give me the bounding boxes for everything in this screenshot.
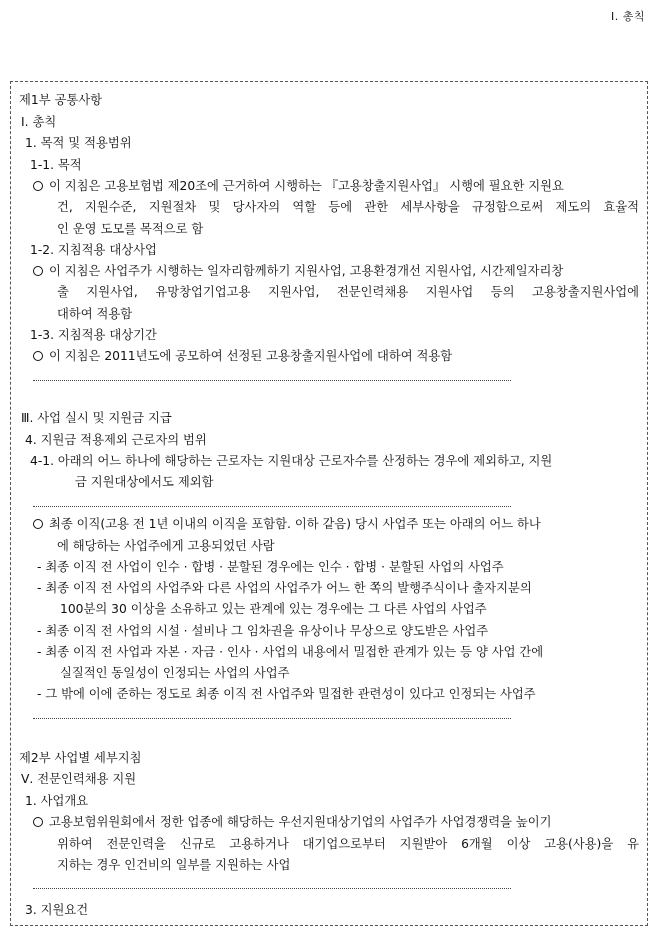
chapter-heading: Ⅲ. 사업 실시 및 지원금 지급: [21, 411, 172, 425]
circle-bullet-icon: [33, 817, 43, 827]
subsection-heading-cont: 금 지원대상에서도 제외함: [75, 475, 214, 489]
paragraph-line: 인 운영 도모를 목적으로 함: [57, 222, 204, 236]
subsection-heading: 1-1. 목적: [30, 158, 82, 172]
part-heading: 제2부 사업별 세부지침: [19, 751, 142, 765]
paragraph-line: 에 해당하는 사업주에게 고용되었던 사람: [57, 539, 275, 553]
subsection-heading: 1-2. 지침적용 대상사업: [30, 243, 157, 257]
part-heading: 제1부 공통사항: [19, 93, 103, 107]
section-tag: Ⅰ. 총칙: [611, 10, 645, 23]
paragraph-line: 지하는 경우 인건비의 일부를 지원하는 사업: [57, 858, 291, 872]
dash-item: - 그 밖에 이에 준하는 정도로 최종 이직 전 사업주와 밀접한 관련성이 있다고 인정되는 사업주: [37, 687, 536, 701]
circle-bullet-icon: [33, 266, 43, 276]
paragraph-line: 건, 지원수준, 지원절차 및 당사자의 역할 등에 관한 세부사항을 규정함으로써 제도의 효율적: [57, 200, 639, 214]
dotted-separator: [33, 506, 511, 507]
dotted-separator: [33, 718, 511, 719]
section-heading: 1. 사업개요: [25, 794, 89, 808]
section-heading: 1. 목적 및 적용범위: [25, 136, 132, 150]
paragraph-line: 대하여 적용함: [57, 307, 133, 321]
dash-item: - 최종 이직 전 사업의 시설 · 설비나 그 임차권을 유상이나 무상으로 양도받은 사업주: [37, 624, 489, 638]
circle-bullet-icon: [33, 519, 43, 529]
chapter-heading: Ⅴ. 전문인력채용 지원: [21, 772, 137, 786]
subsection-heading: 1-3. 지침적용 대상기간: [30, 328, 157, 342]
bullet-paragraph-line: 이 지침은 2011년도에 공모하여 선정된 고용창출지원사업에 대하여 적용함: [33, 348, 452, 365]
bullet-paragraph-line: 이 지침은 사업주가 시행하는 일자리함께하기 지원사업, 고용환경개선 지원사업, 시간제일자리창: [33, 263, 563, 280]
section-heading: 3. 지원요건: [25, 903, 89, 917]
bullet-paragraph-line: 이 지침은 고용보험법 제20조에 근거하여 시행하는 『고용창출지원사업』 시행에 필요한 지원요: [33, 178, 564, 195]
paragraph-line: 출 지원사업, 유망창업기업고용 지원사업, 전문인력채용 지원사업 등의 고용창출지원사업에: [57, 285, 639, 299]
paragraph-line: 위하여 전문인력을 신규로 고용하거나 대기업으로부터 지원받아 6개월 이상 고용(사용)을 유: [57, 837, 639, 851]
circle-bullet-icon: [33, 351, 43, 361]
dash-item-cont: 100분의 30 이상을 소유하고 있는 관계에 있는 경우에는 그 다른 사업의 사업주: [60, 602, 487, 616]
dotted-separator: [33, 888, 511, 889]
subsection-heading: 4-1. 아래의 어느 하나에 해당하는 근로자는 지원대상 근로자수를 산정하는 경우에 제외하고, 지원: [30, 454, 553, 468]
bullet-paragraph-line: 고용보험위원회에서 정한 업종에 해당하는 우선지원대상기업의 사업주가 사업경쟁력을 높이기: [33, 814, 552, 831]
bullet-paragraph-line: 최종 이직(고용 전 1년 이내의 이직을 포함함. 이하 같음) 당시 사업주 또는 아래의 어느 하나: [33, 516, 541, 533]
dash-item: - 최종 이직 전 사업과 자본 · 자금 · 인사 · 사업의 내용에서 밀접한 관계가 있는 등 양 사업 간에: [37, 645, 544, 659]
dotted-separator: [33, 380, 511, 381]
dash-item: - 최종 이직 전 사업이 인수 · 합병 · 분할된 경우에는 인수 · 합병 · 분할된 사업의 사업주: [37, 560, 504, 574]
section-heading: 4. 지원금 적용제외 근로자의 범위: [25, 433, 207, 447]
circle-bullet-icon: [33, 181, 43, 191]
chapter-heading: Ⅰ. 총칙: [21, 115, 57, 129]
dash-item: - 최종 이직 전 사업의 사업주와 다른 사업의 사업주가 어느 한 쪽의 발행주식이나 출자지분의: [37, 581, 532, 595]
dash-item-cont: 실질적인 동일성이 인정되는 사업의 사업주: [60, 666, 290, 680]
